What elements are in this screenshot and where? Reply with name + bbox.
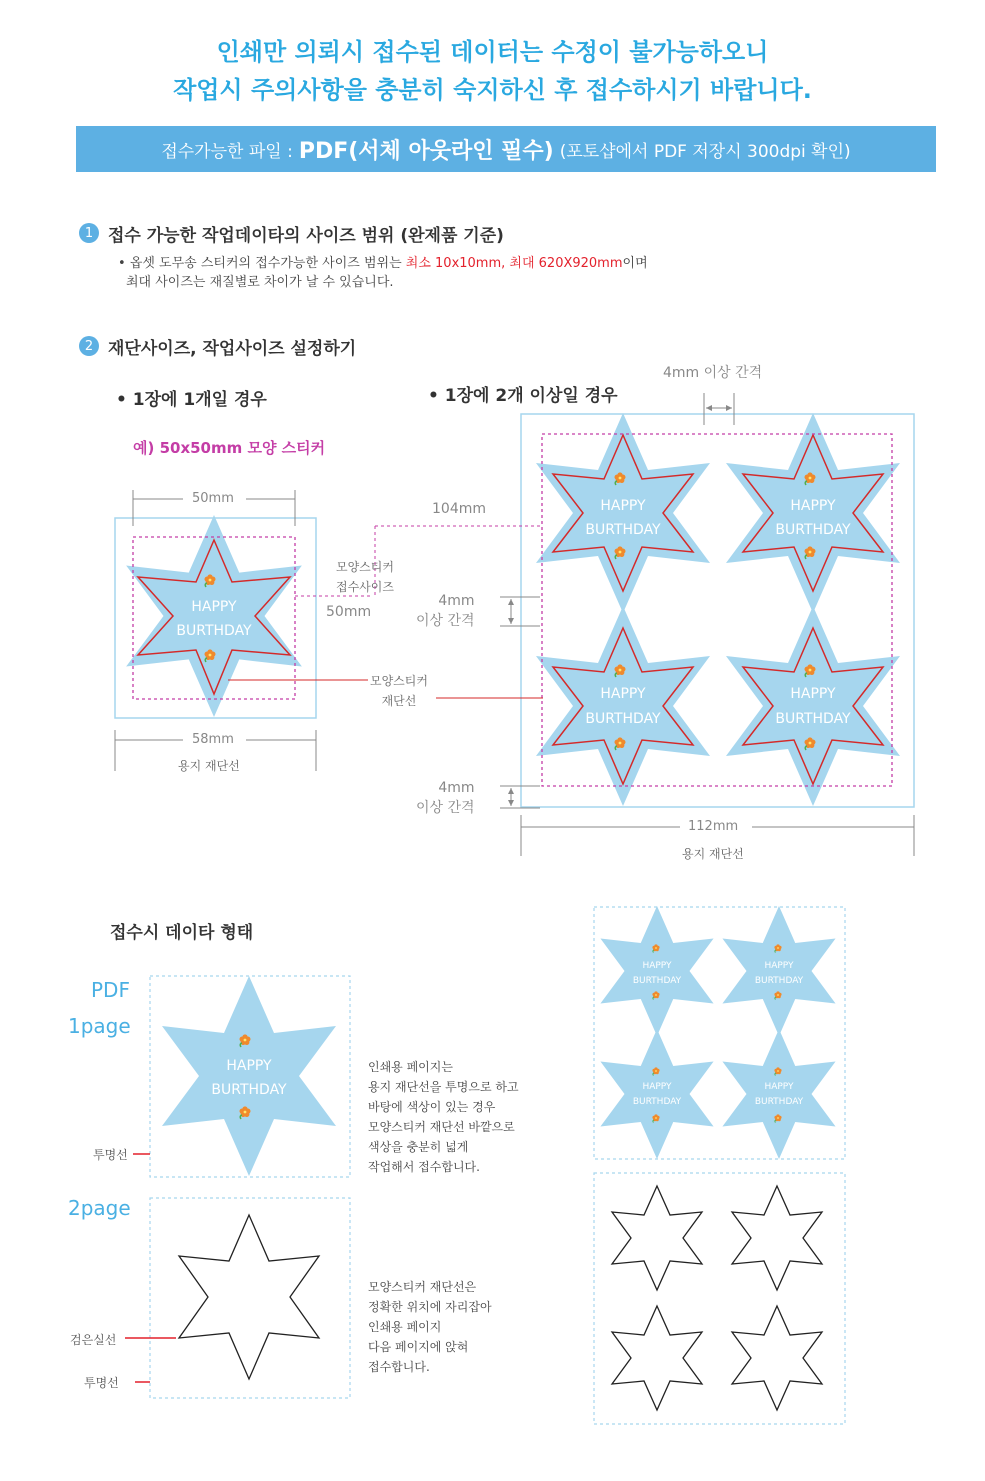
black-line-label: 검은실선 [70,1333,117,1347]
dim-50mm-top: 50mm [192,491,234,506]
note-line: 정확한 위치에 자리잡아 [368,1300,492,1314]
note-cut-page [368,1277,492,1377]
header-line-2: 작업시 주의사항을 충분히 숙지하신 후 접수하시기 바랍니다. [173,76,812,104]
sticker-text-line1: HAPPY [642,1082,672,1092]
bullet: • [118,256,126,271]
dim-58mm: 58mm [192,732,234,747]
section-2-title: 재단사이즈, 작업사이즈 설정하기 [108,339,357,359]
banner-main: PDF(서체 아웃라인 필수) [298,138,554,164]
transparent-line-label-1: 투명선 [93,1148,128,1162]
single-sticker-heading: • 1장에 1개일 경우 [116,390,267,410]
note-line: 인쇄용 페이지 [368,1320,442,1334]
receive-size-label-line2: 접수사이즈 [336,580,394,594]
section-1-number: 1 [79,223,99,243]
page-2-label: 2page [68,1196,131,1220]
note-line: 접수합니다. [368,1360,430,1374]
gap-bottom-label-line2: 이상 간격 [416,800,475,816]
pdf-page-1 [133,976,350,1177]
transparent-line-label-2: 투명선 [84,1376,119,1390]
sticker-text-line2: BURTHDAY [632,1097,682,1107]
cut-line-label-line2: 재단선 [381,694,417,708]
sticker-text-line1: HAPPY [790,498,836,514]
note-line: 모양스티커 재단선은 [368,1280,477,1294]
banner-prefix: 접수가능한 파일 : [161,141,293,162]
note-line: 작업해서 접수합니다. [368,1160,480,1174]
sticker-text-line1: HAPPY [642,961,672,971]
sticker-text-line2: BURTHDAY [632,976,682,986]
sticker-shape [126,515,302,717]
cut-line-label-line1: 모양스티커 [370,674,428,688]
header-line-1: 인쇄만 의뢰시 접수된 데이터는 수정이 불가능하오니 [216,38,769,66]
note-line: 다음 페이지에 앉혀 [368,1340,469,1354]
note-line: 모양스티커 재단선 바깥으로 [368,1120,515,1134]
gap-mid-label-line2: 이상 간격 [416,613,475,629]
data-format-title: 접수시 데이타 형태 [110,923,254,943]
page-1-label: 1page [68,1014,131,1038]
size-range-tail: 이며 [622,256,648,271]
paper-cut-label-left: 용지 재단선 [178,759,240,773]
sticker-text-line1: HAPPY [764,961,794,971]
size-range-highlight: 최소 10x10mm, 최대 620X920mm [405,256,623,271]
banner-suffix: (포토샵에서 PDF 저장시 300dpi 확인) [559,141,851,162]
dim-50mm-side: 50mm [326,604,372,620]
note-line: 인쇄용 페이지는 [368,1060,453,1074]
dim-112mm: 112mm [688,819,739,834]
sticker-text-line1: HAPPY [600,498,646,514]
paper-cut-label-right: 용지 재단선 [682,847,744,861]
sticker-text-line2: BURTHDAY [754,976,804,986]
sticker-text-line1: HAPPY [226,1058,272,1074]
sticker-text-line2: BURTHDAY [211,1082,287,1098]
section-2-number: 2 [79,336,99,356]
sticker-text-line2: BURTHDAY [585,522,661,538]
sticker-shape [536,606,710,806]
note-line: 색상을 충분히 넓게 [368,1140,469,1154]
dim-104mm: 104mm [432,501,486,517]
sticker-text-line2: BURTHDAY [775,711,851,727]
pdf-page-2 [125,1198,350,1398]
sticker-text-line1: HAPPY [764,1082,794,1092]
sticker-text-line1: HAPPY [790,686,836,702]
gap-mid-label-line1: 4mm [438,593,475,609]
gap-bottom-label [416,778,475,818]
pdf-label: PDF [91,978,130,1002]
sticker-text-line2: BURTHDAY [754,1097,804,1107]
gap-mid-label [416,591,475,631]
sticker-text-line2: BURTHDAY [585,711,661,727]
multi-sticker-heading: • 1장에 2개 이상일 경우 [428,386,618,406]
note-line: 바탕에 색상이 있는 경우 [368,1100,496,1114]
gap-top-label: 4mm 이상 간격 [663,365,763,381]
sticker-text-line2: BURTHDAY [775,522,851,538]
section-1-title: 접수 가능한 작업데이타의 사이즈 범위 (완제품 기준) [108,226,504,246]
note-line: 용지 재단선을 투명으로 하고 [368,1080,519,1094]
receive-size-label [336,557,394,597]
example-label: 예) 50x50mm 모양 스티커 [133,439,326,457]
black-cut-line [179,1215,319,1379]
section-1-text-line-2: 최대 사이즈는 재질별로 차이가 날 수 있습니다. [126,275,394,290]
sticker-text-line1: HAPPY [191,599,237,615]
sticker-text-line2: BURTHDAY [176,623,252,639]
sticker-shape [726,606,900,806]
note-print-page [368,1057,519,1177]
size-range-text: 옵셋 도무송 스티커의 접수가능한 사이즈 범위는 [129,256,402,271]
receive-size-label-line1: 모양스티커 [336,560,394,574]
sticker-text-line1: HAPPY [600,686,646,702]
sticker-shape [162,976,336,1176]
cut-line-label [370,671,428,711]
pdf-multi-page-1 [594,906,845,1159]
pdf-multi-page-2 [594,1173,845,1424]
gap-bottom-label-line1: 4mm [438,780,475,796]
